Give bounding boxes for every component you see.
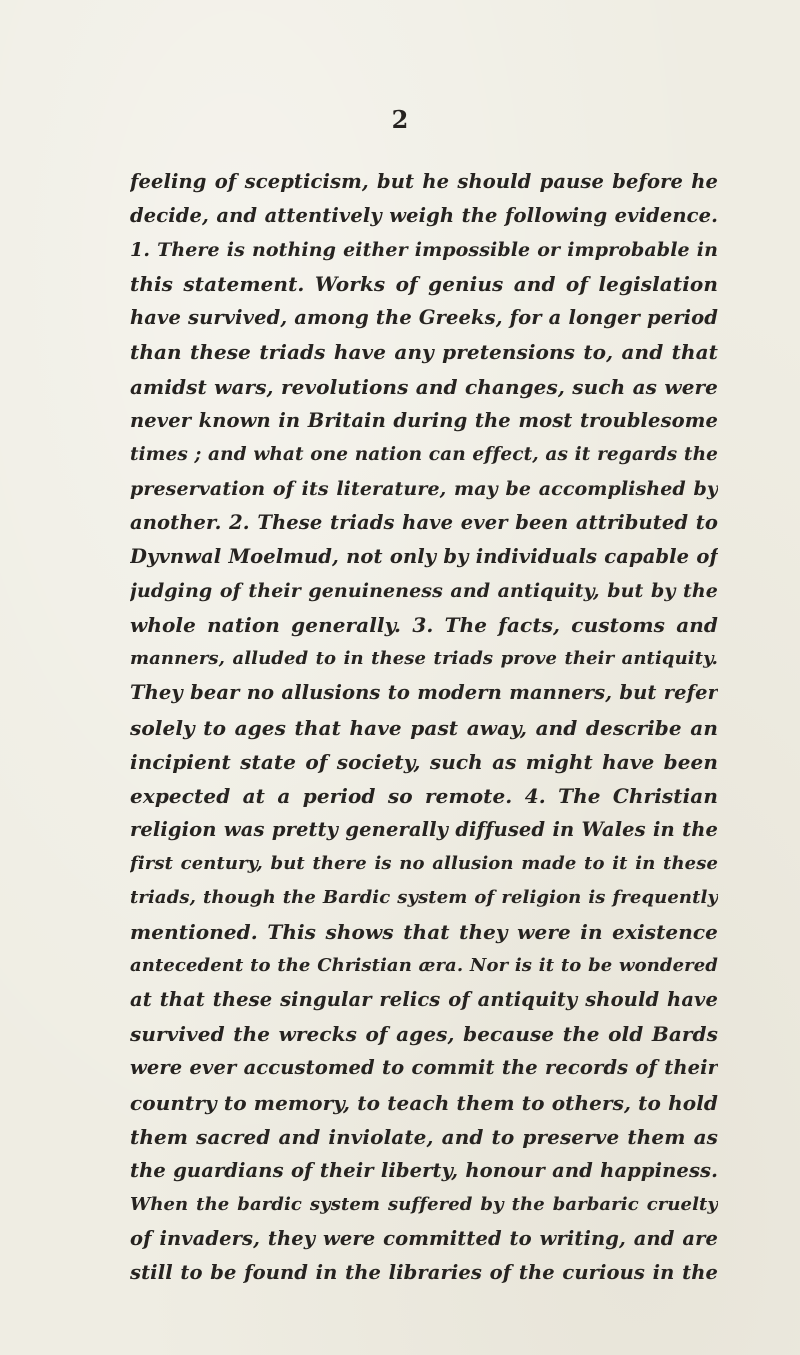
page-number: 2	[391, 105, 409, 134]
text-line: were ever accustomed to commit the records of their	[130, 1056, 718, 1080]
text-line: at that these singular relics of antiquity should have	[130, 988, 718, 1012]
text-line: them sacred and inviolate, and to preserve them as	[130, 1124, 718, 1149]
text-line: first century, but there is no allusion made to it in these	[130, 852, 718, 874]
body-text	[130, 165, 718, 1290]
text-line: manners, alluded to in these triads prove their antiquity.	[130, 648, 718, 670]
text-line: whole nation generally. 3. The facts, customs and	[130, 613, 718, 638]
text-line: of invaders, they were committed to writing, and are	[130, 1226, 718, 1250]
text-line: have survived, among the Greeks, for a longer period	[130, 306, 718, 330]
text-line: this statement. Works of genius and of legislation	[130, 272, 718, 297]
text-line: antecedent to the Christian æra. Nor is it to be wondered	[130, 955, 718, 977]
text-line: expected at a period so remote. 4. The Christian	[130, 783, 718, 808]
text-line: When the bardic system suffered by the barbaric cruelty	[130, 1193, 718, 1215]
text-line: Dyvnwal Moelmud, not only by individuals capable of	[130, 545, 718, 569]
text-line: another. 2. These triads have ever been attributed to	[130, 510, 718, 534]
text-line: times ; and what one nation can effect, as it regards the	[130, 443, 718, 465]
text-line: They bear no allusions to modern manners, but refer	[130, 681, 718, 705]
text-line: judging of their genuineness and antiquity, but by the	[130, 580, 718, 603]
text-line: survived the wrecks of ages, because the old Bards	[130, 1022, 718, 1047]
text-line: decide, and attentively weigh the following evidence.	[130, 204, 718, 228]
text-line: the guardians of their liberty, honour and happiness.	[130, 1158, 718, 1182]
text-line: feeling of scepticism, but he should pause before he	[130, 170, 718, 193]
text-line: religion was pretty generally diffused in Wales in the	[130, 817, 718, 841]
text-line: solely to ages that have past away, and describe an	[130, 715, 718, 740]
text-line: amidst wars, revolutions and changes, such as were	[130, 374, 718, 399]
text-line: triads, though the Bardic system of religion is frequently	[130, 886, 718, 908]
text-line: country to memory, to teach them to others, to hold	[130, 1090, 718, 1115]
text-line: never known in Britain during the most troublesome	[130, 408, 718, 432]
text-line: still to be found in the libraries of the curious in the	[130, 1261, 718, 1284]
text-line: 1. There is nothing either impossible or improbable in	[130, 239, 718, 262]
text-line: preservation of its literature, may be accomplished by	[130, 477, 718, 500]
text-line: incipient state of society, such as might have been	[130, 749, 718, 774]
text-line: than these triads have any pretensions to, and that	[130, 340, 718, 365]
text-line: mentioned. This shows that they were in existence	[130, 920, 718, 945]
